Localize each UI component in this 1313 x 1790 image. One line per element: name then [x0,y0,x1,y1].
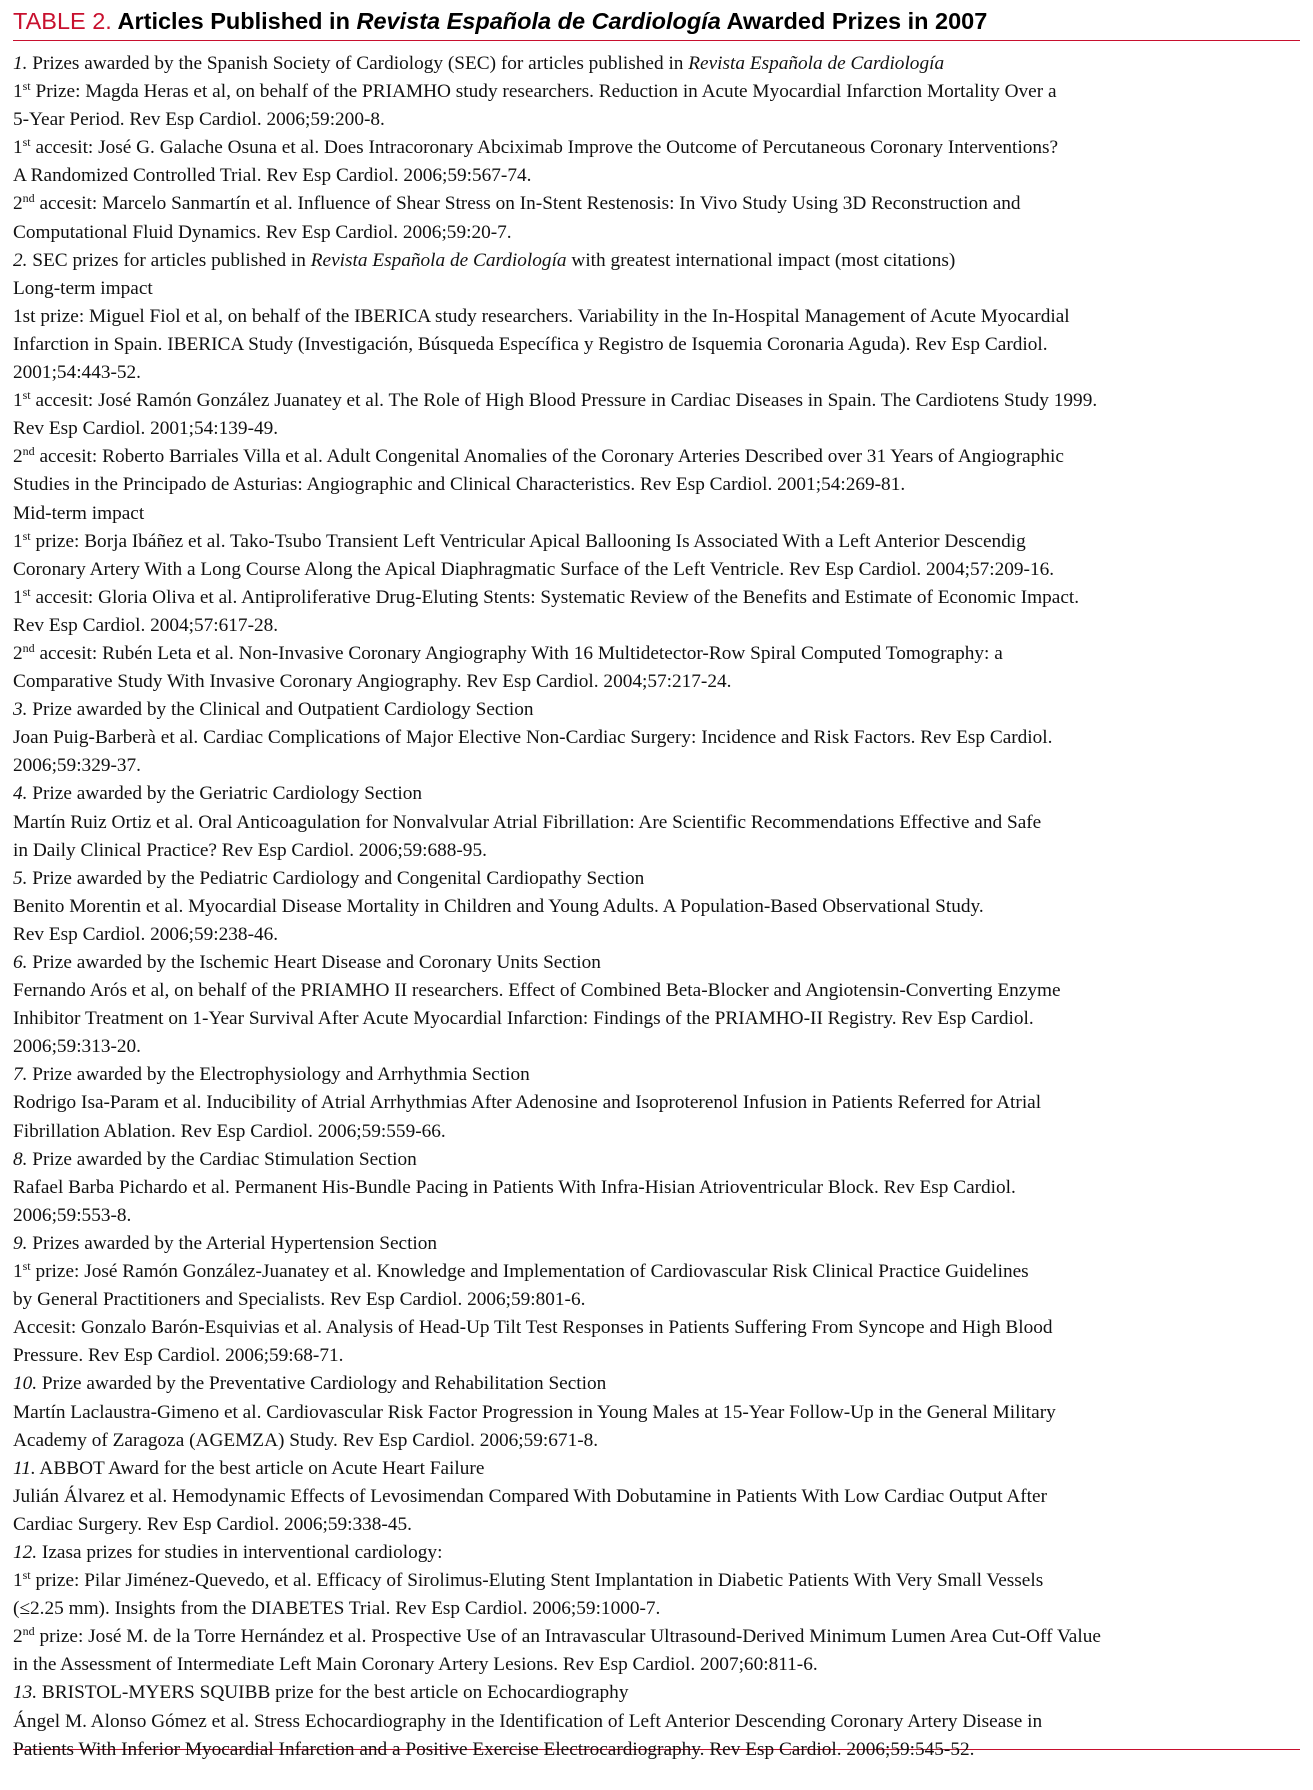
entry-text: Long-term impact [13,277,153,299]
title-text-1: Articles Published in [111,8,357,34]
entry-text: Rev Esp Cardiol. 2001;54:139-49. [13,418,279,440]
entry-line [13,724,1300,752]
entry-text: Prize awarded by the Cardiac Stimulation Section [27,1148,417,1170]
entry-line [13,1230,1300,1258]
section-number: 6. [13,952,28,973]
table-entry [13,1314,1300,1370]
ordinal-suffix: st [22,79,31,94]
entry-line [13,837,1300,865]
entry-line [13,865,1300,893]
entry-text: Studies in the Principado de Asturias: Angiographic and Clinical Characteristics. Rev Esp Cardiol. 2001;54:269-81. [13,474,906,496]
entry-line [13,1118,1300,1146]
table-entry [13,949,1300,977]
entry-line [13,106,1300,134]
entry-line [13,1342,1300,1370]
ordinal-number: 2 [13,642,23,664]
entry-line [13,1708,1300,1736]
section-number: 7. [13,1064,28,1086]
entry-text: Julián Álvarez et al. Hemodynamic Effects of Levosimendan Compared With Dobutamine in Patients With Low Cardiac Output After [13,1485,1048,1507]
entry-text: Coronary Artery With a Long Course Along the Apical Diaphragmatic Surface of the Left Ventricle. Rev Esp Cardiol. 2004;57:209-16. [13,558,1055,580]
entry-text: accesit: Marcelo Sanmartín et al. Influence of Shear Stress on In-Stent Restenosis: In Vivo Study Using 3D Reconstruction and [34,193,1021,215]
section-number: 13. [13,1682,38,1704]
entry-text: Pressure. Rev Esp Cardiol. 2006;59:68-71. [13,1345,344,1367]
entry-text: 2006;59:313-20. [13,1036,142,1058]
entry-line [13,612,1300,640]
table-entry [13,1623,1300,1679]
entry-text: accesit: José G. Galache Osuna et al. Does Intracoronary Abciximab Improve the Outcome of Percutaneous Coronary Interventions? [30,137,1059,159]
entry-text: by General Practitioners and Specialists. Rev Esp Cardiol. 2006;59:801-6. [13,1289,586,1311]
section-number: 2. [13,249,28,271]
entry-text: Infarction in Spain. IBERICA Study (Investigación, Búsqueda Específica y Registro de Isquemia Coronaria Aguda). Rev Esp Cardiol. [13,333,1048,355]
table-entry [13,500,1300,528]
section-number: 8. [13,1148,28,1170]
entry-line [13,500,1300,528]
table-entry [13,809,1300,865]
entry-text: accesit: Rubén Leta et al. Non-Invasive Coronary Angiography With 16 Multidetector-Row Spiral Computed Tomography: a [34,642,1003,664]
entry-text: Prize awarded by the Geriatric Cardiology Section [27,783,423,805]
entry-line [13,50,1300,78]
entry-line [13,893,1300,921]
entry-text: Mid-term impact [13,502,145,524]
entry-line [13,1061,1300,1089]
entry-text: prize: Pilar Jiménez-Quevedo, et al. Efficacy of Sirolimus-Eluting Stent Implantation in Diabetic Patients With Very Small Vessels [30,1570,1044,1592]
table-entry [13,1061,1300,1089]
entry-text: Joan Puig-Barberà et al. Cardiac Complications of Major Elective Non-Cardiac Surgery: Incidence and Risk Factors. Rev Esp Cardiol. [13,727,1053,749]
entry-line [13,1370,1300,1398]
entry-line [13,1567,1300,1595]
entry-text: ABBOT Award for the best article on Acute Heart Failure [35,1457,485,1479]
entry-line [13,134,1300,162]
entry-line [13,921,1300,949]
entry-text: Academy of Zaragoza (AGEMZA) Study. Rev Esp Cardiol. 2006;59:671-8. [13,1429,599,1451]
table-entry [13,1567,1300,1623]
entry-line [13,1033,1300,1061]
table-entry [13,387,1300,443]
table-entry [13,780,1300,808]
entry-text: Prize: Magda Heras et al, on behalf of the PRIAMHO study researchers. Reduction in Acute Myocardial Infarction Mortality Over a [30,81,1057,103]
table-entry [13,1679,1300,1707]
entry-text: Izasa prizes for studies in interventional cardiology: [37,1541,443,1563]
table-entry [13,1708,1300,1764]
entry-line [13,190,1300,218]
table-entry [13,528,1300,584]
entry-text: Computational Fluid Dynamics. Rev Esp Cardiol. 2006;59:20-7. [13,221,512,243]
entry-text: SEC prizes for articles published in [27,249,311,271]
entry-line [13,1399,1300,1427]
entry-text: Fernando Arós et al, on behalf of the PRIAMHO II researchers. Effect of Combined Beta-Blocker and Angiotensin-Converting Enzyme [13,980,1061,1002]
table-entry [13,1230,1300,1258]
entry-line [13,78,1300,106]
entry-line [13,1427,1300,1455]
entry-text: Benito Morentin et al. Myocardial Disease Mortality in Children and Young Adults. A Population-Based Observational Study. [13,895,984,917]
entry-text: Rev Esp Cardiol. 2004;57:617-28. [13,614,279,636]
entry-text: Prize awarded by the Pediatric Cardiology and Congenital Cardiopathy Section [27,867,645,889]
entry-line [13,780,1300,808]
ordinal-suffix: st [22,528,31,543]
table-entry [13,893,1300,949]
table-entry [13,584,1300,640]
entry-line [13,556,1300,584]
ordinal-number: 2 [13,446,23,468]
ordinal-number: 1 [13,137,23,159]
entry-line [13,640,1300,668]
ordinal-suffix: st [22,135,31,150]
entry-line [13,949,1300,977]
entry-text: Cardiac Surgery. Rev Esp Cardiol. 2006;59:338-45. [13,1513,412,1535]
entry-line [13,1146,1300,1174]
table-body [13,41,1300,1760]
entry-text: prize: José M. de la Torre Hernández et al. Prospective Use of an Intravascular Ultrasound-Derived Minimum Lumen Area Cut-Off Value [34,1626,1101,1648]
table-entry [13,1539,1300,1567]
entry-text: Comparative Study With Invasive Coronary Angiography. Rev Esp Cardiol. 2004;57:217-24. [13,671,732,693]
entry-text: accesit: José Ramón González Juanatey et al. The Role of High Blood Pressure in Cardiac Diseases in Spain. The Cardiotens Study 1999. [30,390,1098,412]
table-entry [13,1399,1300,1455]
entry-text: Fibrillation Ablation. Rev Esp Cardiol. 2006;59:559-66. [13,1120,446,1142]
entry-line [13,752,1300,780]
section-number: 5. [13,867,28,889]
entry-line [13,247,1300,275]
entry-line [13,1483,1300,1511]
entry-text: Martín Laclaustra-Gimeno et al. Cardiovascular Risk Factor Progression in Young Males at 15-Year Follow-Up in the General Military [13,1401,1056,1423]
entry-text: Ángel M. Alonso Gómez et al. Stress Echocardiography in the Identification of Left Anterior Descending Coronary Artery Disease in [13,1710,1043,1732]
table-entry [13,1483,1300,1539]
entry-text: accesit: Roberto Barriales Villa et al. Adult Congenital Anomalies of the Coronary Arteries Described over 31 Years of Angiographic [34,446,1064,468]
table-entry [13,190,1300,246]
table-entry [13,78,1300,134]
ordinal-number: 1 [13,530,23,552]
ordinal-suffix: st [22,1259,31,1274]
entry-line [13,1455,1300,1483]
entry-line [13,668,1300,696]
journal-name: Revista Española de Cardiología [310,249,567,271]
table-entry [13,696,1300,724]
section-number: 11. [13,1457,36,1479]
entry-line [13,1202,1300,1230]
table-entry [13,977,1300,1061]
entry-line [13,443,1300,471]
entry-text: 5-Year Period. Rev Esp Cardiol. 2006;59:200-8. [13,109,385,131]
table-entry [13,1258,1300,1314]
table-entry [13,1174,1300,1230]
entry-text: BRISTOL-MYERS SQUIBB prize for the best article on Echocardiography [37,1682,629,1704]
entry-text: (≤2.25 mm). Insights from the DIABETES Trial. Rev Esp Cardiol. 2006;59:1000-7. [13,1598,661,1620]
entry-line [13,162,1300,190]
entry-text: Rafael Barba Pichardo et al. Permanent His-Bundle Pacing in Patients With Infra-Hisian Atrioventricular Block. Rev Esp Cardiol. [13,1176,1016,1198]
ordinal-suffix: st [22,388,31,403]
entry-text: Inhibitor Treatment on 1-Year Survival After Acute Myocardial Infarction: Findings of the PRIAMHO-II Registry. Rev Esp Cardiol. [13,1008,1034,1030]
entry-line [13,809,1300,837]
entry-line [13,528,1300,556]
table-entry [13,1370,1300,1398]
entry-line [13,1679,1300,1707]
entry-line [13,331,1300,359]
entry-line [13,977,1300,1005]
entry-text: accesit: Gloria Oliva et al. Antiproliferative Drug-Eluting Stents: Systematic Review of the Benefits and Estimate of Economic Impact. [30,586,1080,608]
entry-text: Martín Ruiz Ortiz et al. Oral Anticoagulation for Nonvalvular Atrial Fibrillation: Are Scientific Recommendations Effective and Safe [13,811,1042,833]
entry-text: Prizes awarded by the Spanish Society of Cardiology (SEC) for articles published in [27,53,689,74]
table-entry [13,1146,1300,1174]
table-entry [13,724,1300,780]
ordinal-number: 1 [13,1570,23,1592]
table-entry [13,303,1300,387]
entry-line [13,387,1300,415]
entry-text: Patients With Inferior Myocardial Infarction and a Positive Exercise Electrocardiography. Rev Esp Cardiol. 2006;59:545-52. [13,1738,975,1760]
entry-line [13,1258,1300,1286]
entry-text-tail: with greatest international impact (most citations) [566,249,956,271]
section-number: 4. [13,783,28,805]
entry-text: Prize awarded by the Clinical and Outpatient Cardiology Section [27,699,534,721]
table-label: TABLE 2. [13,8,112,34]
table-entry [13,275,1300,303]
ordinal-suffix: nd [22,444,35,459]
entry-text: in the Assessment of Intermediate Left Main Coronary Artery Lesions. Rev Esp Cardiol. 2007;60:811-6. [13,1654,818,1676]
table-entry [13,1455,1300,1483]
entry-line [13,1539,1300,1567]
ordinal-number: 1 [13,586,23,608]
entry-text: prize: Borja Ibáñez et al. Tako-Tsubo Transient Left Ventricular Apical Ballooning Is Associated With a Left Anterior Descendig [30,530,1026,552]
entry-line [13,1089,1300,1117]
entry-line [13,1595,1300,1623]
entry-line [13,1511,1300,1539]
title-text-2: Awarded Prizes in 2007 [720,8,988,34]
table-title [13,6,1300,36]
ordinal-number: 1 [13,1261,23,1283]
ordinal-suffix: nd [22,1624,35,1639]
entry-line [13,1286,1300,1314]
entry-line [13,359,1300,387]
table-entry [13,134,1300,190]
ordinal-suffix: st [22,1568,31,1583]
table-entry [13,443,1300,499]
section-number: 12. [13,1541,38,1563]
entry-text: A Randomized Controlled Trial. Rev Esp Cardiol. 2006;59:567-74. [13,165,532,187]
table-entry [13,247,1300,275]
entry-line [13,219,1300,247]
ordinal-number: 1 [13,81,23,103]
entry-line [13,303,1300,331]
entry-text: 2006;59:553-8. [13,1204,132,1226]
table-entry [13,50,1300,78]
ordinal-number: 1 [13,390,23,412]
section-number: 9. [13,1232,28,1254]
entry-text: Prize awarded by the Preventative Cardiology and Rehabilitation Section [37,1373,607,1395]
entry-text: Rodrigo Isa-Param et al. Inducibility of Atrial Arrhythmias After Adenosine and Isoproterenol Infusion in Patients Referred for Atrial [13,1092,1042,1114]
entry-text: Prizes awarded by the Arterial Hypertension Section [27,1232,438,1254]
table-entry [13,865,1300,893]
entry-line [13,1174,1300,1202]
table-entry [13,640,1300,696]
ordinal-suffix: nd [22,191,35,206]
entry-line [13,1651,1300,1679]
entry-line [13,415,1300,443]
table-entry [13,1089,1300,1145]
entry-text: 2006;59:329-37. [13,755,142,777]
ordinal-number: 2 [13,193,23,215]
section-number: 1. [13,53,28,74]
ordinal-number: 2 [13,1626,23,1648]
entry-text: Accesit: Gonzalo Barón-Esquivias et al. Analysis of Head-Up Tilt Test Responses in Patients Suffering From Syncope and High Blood [13,1317,1053,1339]
entry-text: in Daily Clinical Practice? Rev Esp Cardiol. 2006;59:688-95. [13,839,487,861]
entry-line [13,696,1300,724]
entry-line [13,1623,1300,1651]
entry-line [13,275,1300,303]
entry-line [13,1005,1300,1033]
entry-text: 2001;54:443-52. [13,362,142,384]
entry-text: Prize awarded by the Electrophysiology and Arrhythmia Section [27,1064,530,1086]
section-number: 10. [13,1373,38,1395]
entry-text: Prize awarded by the Ischemic Heart Disease and Coronary Units Section [27,952,601,973]
entry-line [13,1314,1300,1342]
journal-name: Revista Española de Cardiología [688,53,945,74]
entry-text: prize: José Ramón González-Juanatey et al. Knowledge and Implementation of Cardiovascular Risk Clinical Practice Guidelines [30,1261,1029,1283]
entry-text: Rev Esp Cardiol. 2006;59:238-46. [13,923,279,945]
section-number: 3. [13,699,28,721]
ordinal-suffix: st [22,584,31,599]
entry-text: 1st prize: Miguel Fiol et al, on behalf of the IBERICA study researchers. Variability in the In-Hospital Management of Acute Myocardial [13,305,1070,327]
entry-line [13,584,1300,612]
title-journal: Revista Española de Cardiología [356,8,721,34]
entry-line [13,471,1300,499]
ordinal-suffix: nd [22,640,35,655]
